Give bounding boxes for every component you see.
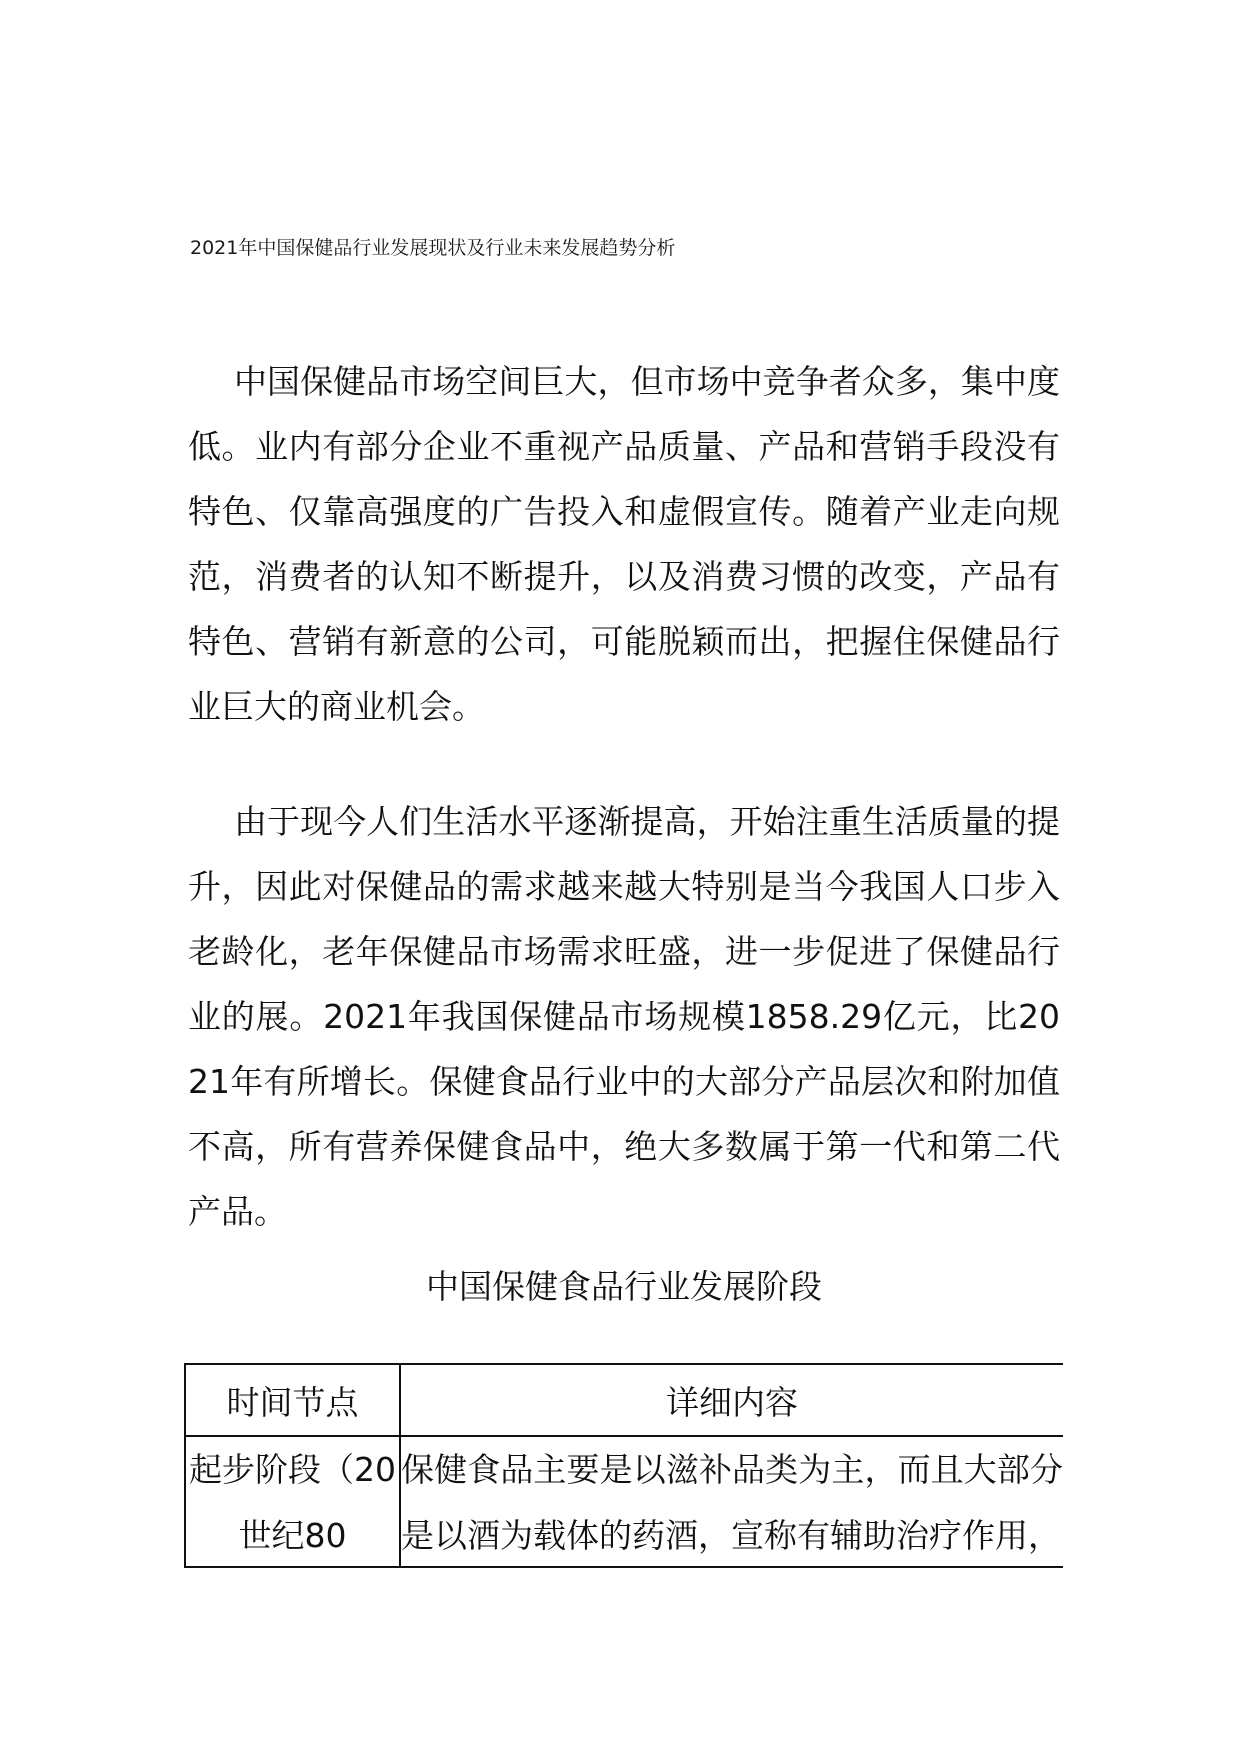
development-stages-table	[184, 1363, 1063, 1568]
header-time-node: 时间节点	[185, 1364, 400, 1436]
table-caption: 中国保健食品行业发展阶段	[426, 1267, 822, 1306]
header-detail-content: 详细内容	[400, 1364, 1063, 1436]
paragraph-market-overview: 中国保健品市场空间巨大，但市场中竞争者众多，集中度低。业内有部分企业不重视产品质量、产品和营销手段没有特色、仅靠高强度的广告投入和虚假宣传。随着产业走向规范，消费者的认知不断提升，以及消费习惯的改变，产品有特色、营销有新意的公司，可能脱颖而出，把握住保健品行业巨大的商业机会。	[188, 362, 1060, 726]
table-header-row	[185, 1364, 1063, 1436]
detail-cell: 保健食品主要是以滋补品类为主，而且大部分是以酒为载体的药酒，宣称有辅助治疗作用，	[400, 1436, 1063, 1568]
document-title: 2021年中国保健品行业发展现状及行业未来发展趋势分析	[190, 237, 676, 259]
paragraph-market-demand: 由于现今人们生活水平逐渐提高，开始注重生活质量的提升，因此对保健品的需求越来越大特别是当今我国人口步入老龄化，老年保健品市场需求旺盛，进一步促进了保健品行业的展。2021年我国保健品市场规模1858.29亿元，比2021年有所增长。保健食品行业中的大部分产品层次和附加值不高，所有营养保健食品中，绝大多数属于第一代和第二代产品。	[188, 802, 1060, 1231]
stage-cell: 起步阶段（20世纪80	[185, 1436, 400, 1568]
table-row	[185, 1436, 1063, 1568]
